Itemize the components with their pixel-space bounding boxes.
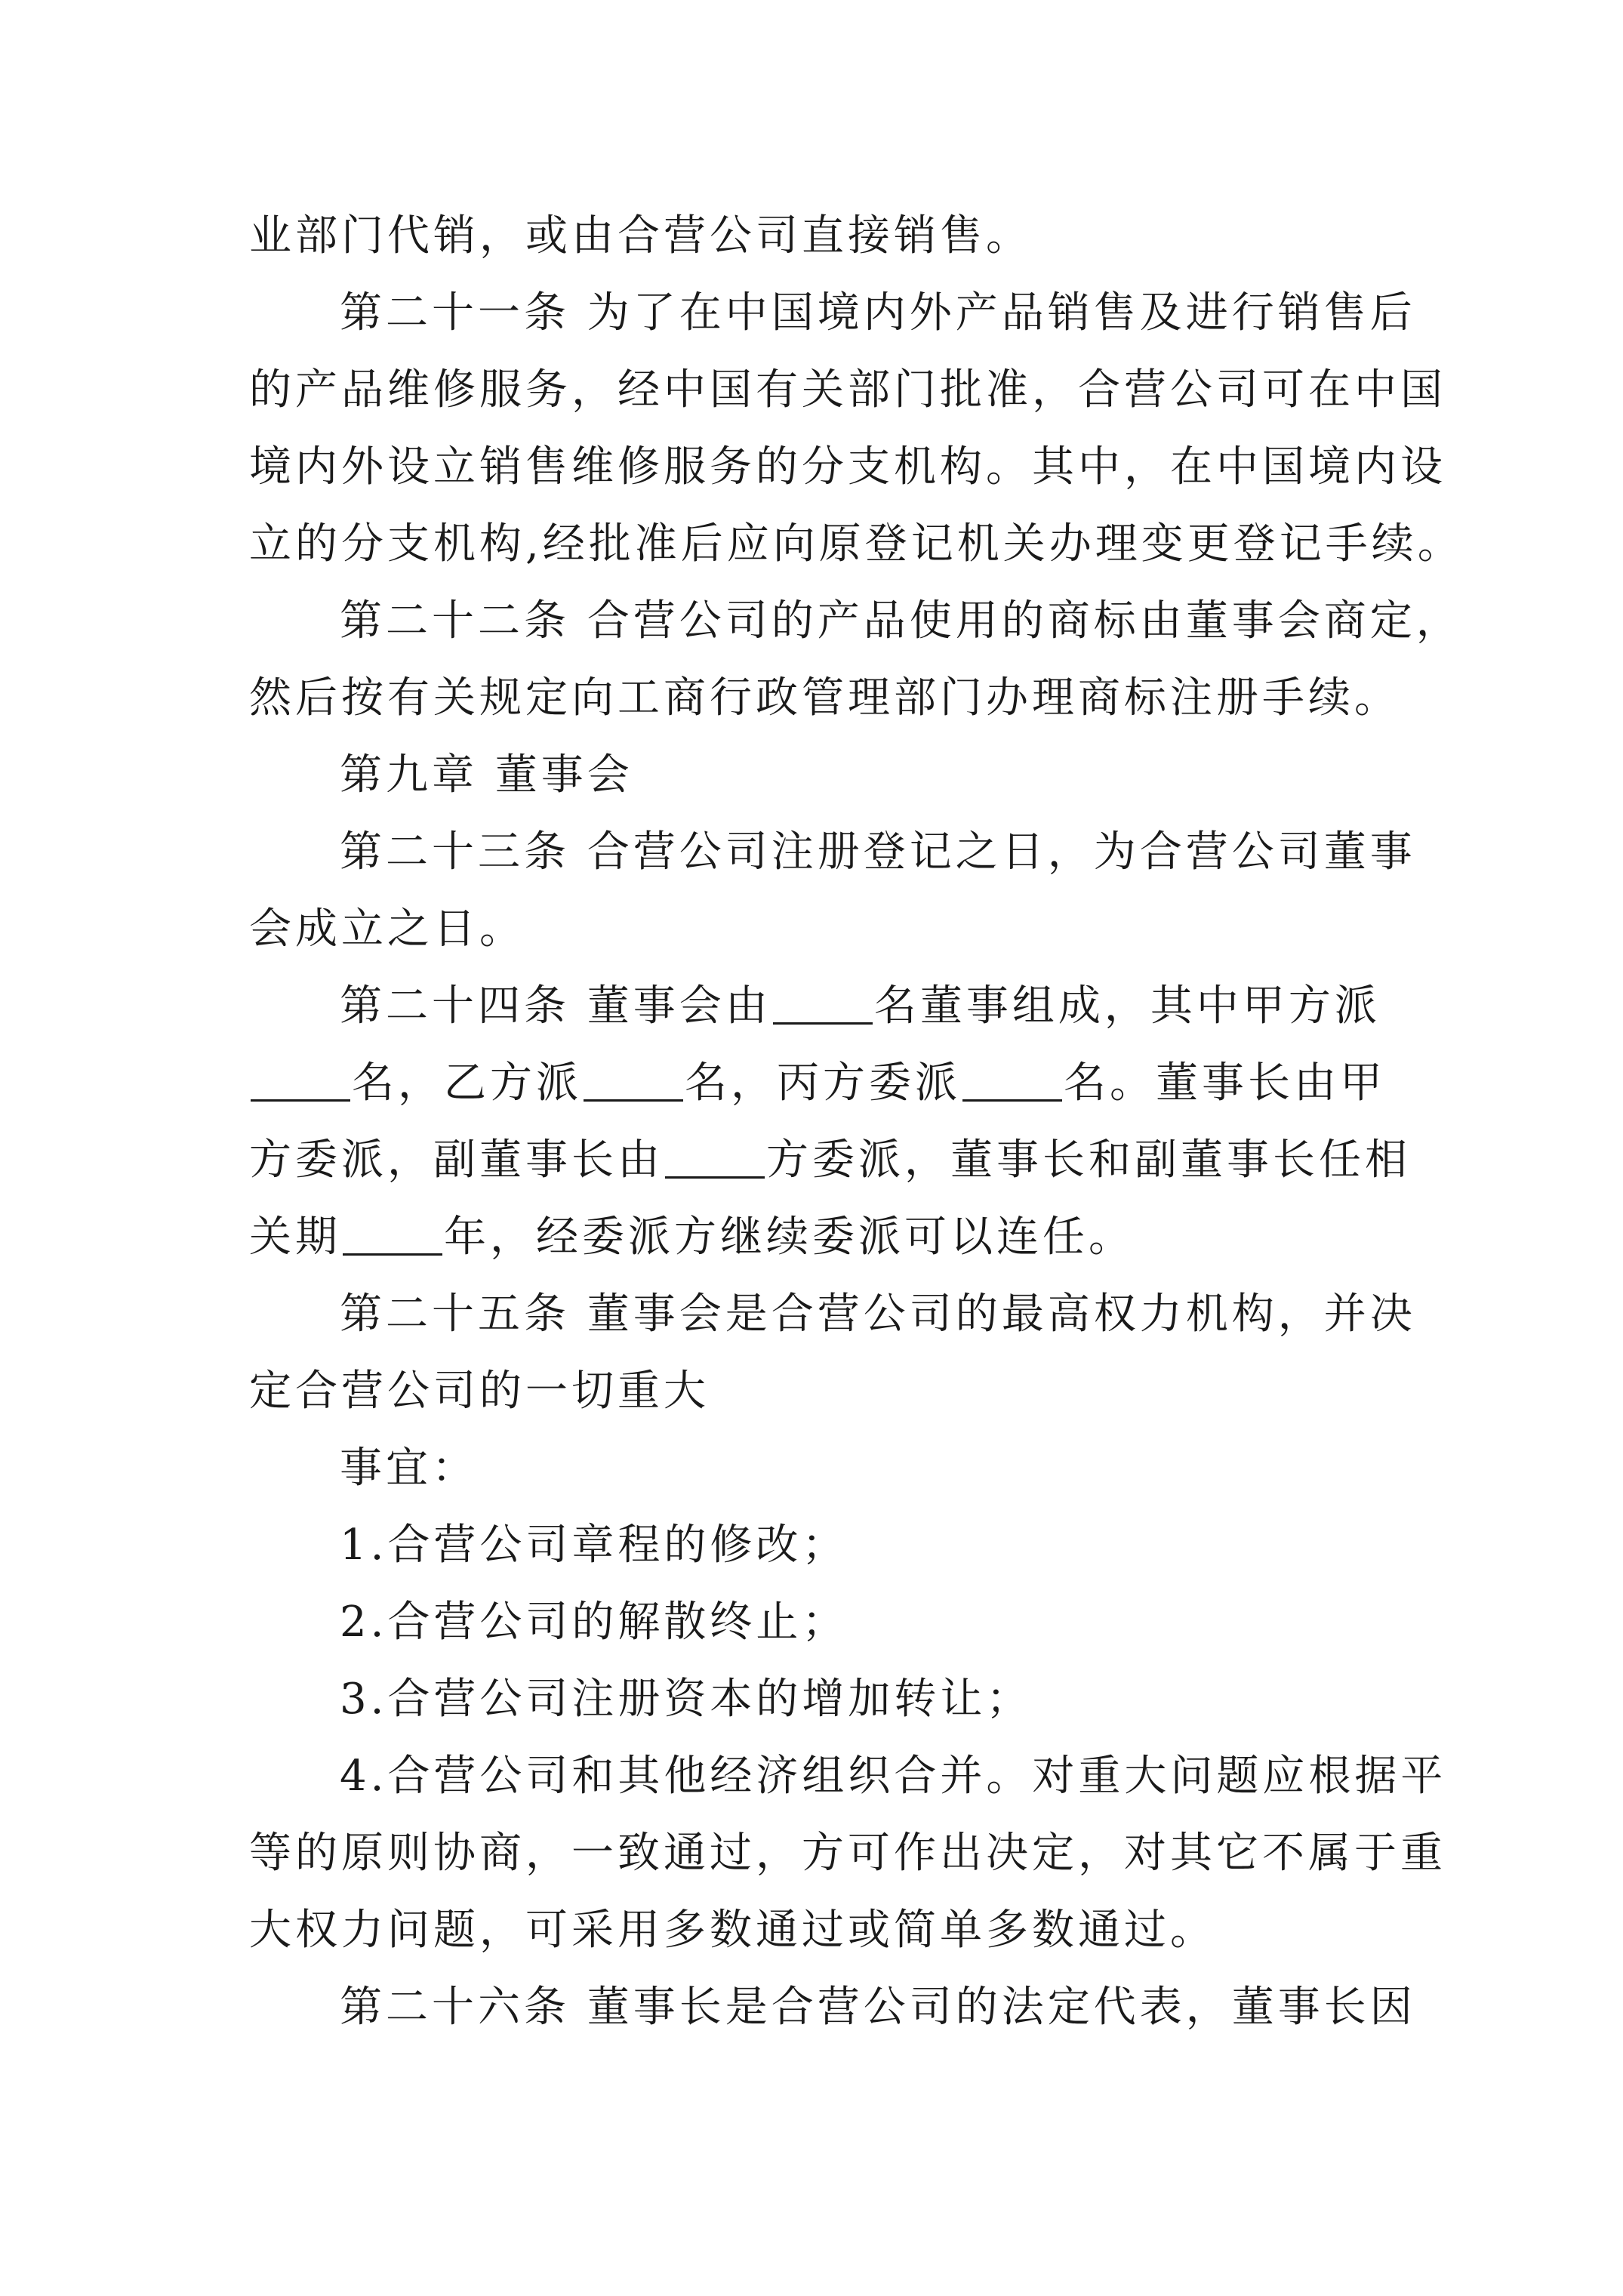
text-segment: 方委派，董事长和副董事长任相: [766, 1136, 1411, 1185]
fill-in-blank: [251, 1057, 350, 1102]
paragraph-line: 大权力问题，可采用多数通过或简单多数通过。: [249, 1906, 1216, 1955]
document-body: [249, 198, 1464, 2046]
fill-in-blank: [665, 1134, 765, 1179]
text-segment: 名董事组成，其中甲方派: [873, 982, 1381, 1031]
paragraph-line: 会成立之日。: [249, 905, 525, 954]
paragraph-line: 然后按有关规定向工商行政管理部门办理商标注册手续。: [249, 673, 1400, 723]
paragraph-line: 的产品维修服务，经中国有关部门批准，合营公司可在中国: [249, 365, 1446, 415]
paragraph-line: 业部门代销，或由合营公司直接销售。: [249, 211, 1032, 260]
list-item: 4.合营公司和其他经济组织合并。对重大问题应根据平: [340, 1752, 1447, 1801]
paragraph-line: 定合营公司的一切重大: [249, 1367, 710, 1416]
text-segment: 名，丙方委派: [685, 1059, 961, 1108]
list-item: 1.合营公司章程的修改；: [340, 1521, 848, 1570]
text-segment: 关期: [249, 1213, 341, 1262]
paragraph-line: 境内外设立销售维修服务的分支机构。其中，在中国境内设: [249, 442, 1446, 492]
article-24-heading-line: [249, 968, 1389, 1045]
paragraph-line: 等的原则协商，一致通过，方可作出决定，对其它不属于重: [249, 1829, 1446, 1878]
article-23-heading-line: 第二十三条 合营公司注册登记之日，为合营公司董事: [340, 827, 1416, 877]
fill-in-blank: [773, 980, 873, 1025]
list-item: 2.合营公司的解散终止；: [340, 1598, 848, 1647]
paragraph-line: [249, 1122, 1411, 1199]
fill-in-blank: [343, 1211, 442, 1256]
article-25-heading-line: 第二十五条 董事会是合营公司的最高权力机构，并决: [340, 1290, 1416, 1339]
paragraph-line: [249, 1199, 1389, 1276]
fill-in-blank: [584, 1057, 683, 1102]
text-segment: 名。董事长由甲: [1064, 1059, 1386, 1108]
chapter-heading: 第九章 董事会: [340, 750, 633, 800]
list-item: 3.合营公司注册资本的增加转让；: [340, 1675, 1033, 1724]
article-26-heading-line: 第二十六条 董事长是合营公司的法定代表，董事长因: [340, 1983, 1416, 2032]
text-segment: 第二十四条 董事会由: [340, 982, 771, 1031]
paragraph-line: [249, 1045, 1389, 1122]
article-21-heading-line: 第二十一条 为了在中国境内外产品销售及进行销售后: [340, 288, 1416, 337]
article-22-heading-line: 第二十二条 合营公司的产品使用的商标由董事会商定，: [340, 596, 1462, 646]
text-segment: 年，经委派方继续委派可以连任。: [444, 1213, 1135, 1262]
text-segment: 方委派，副董事长由: [249, 1136, 664, 1185]
paragraph-line: 事宜：: [340, 1444, 478, 1493]
paragraph-line: 立的分支机构,经批准后应向原登记机关办理变更登记手续。: [249, 519, 1464, 569]
fill-in-blank: [962, 1057, 1062, 1102]
text-segment: 名，乙方派: [352, 1059, 582, 1108]
